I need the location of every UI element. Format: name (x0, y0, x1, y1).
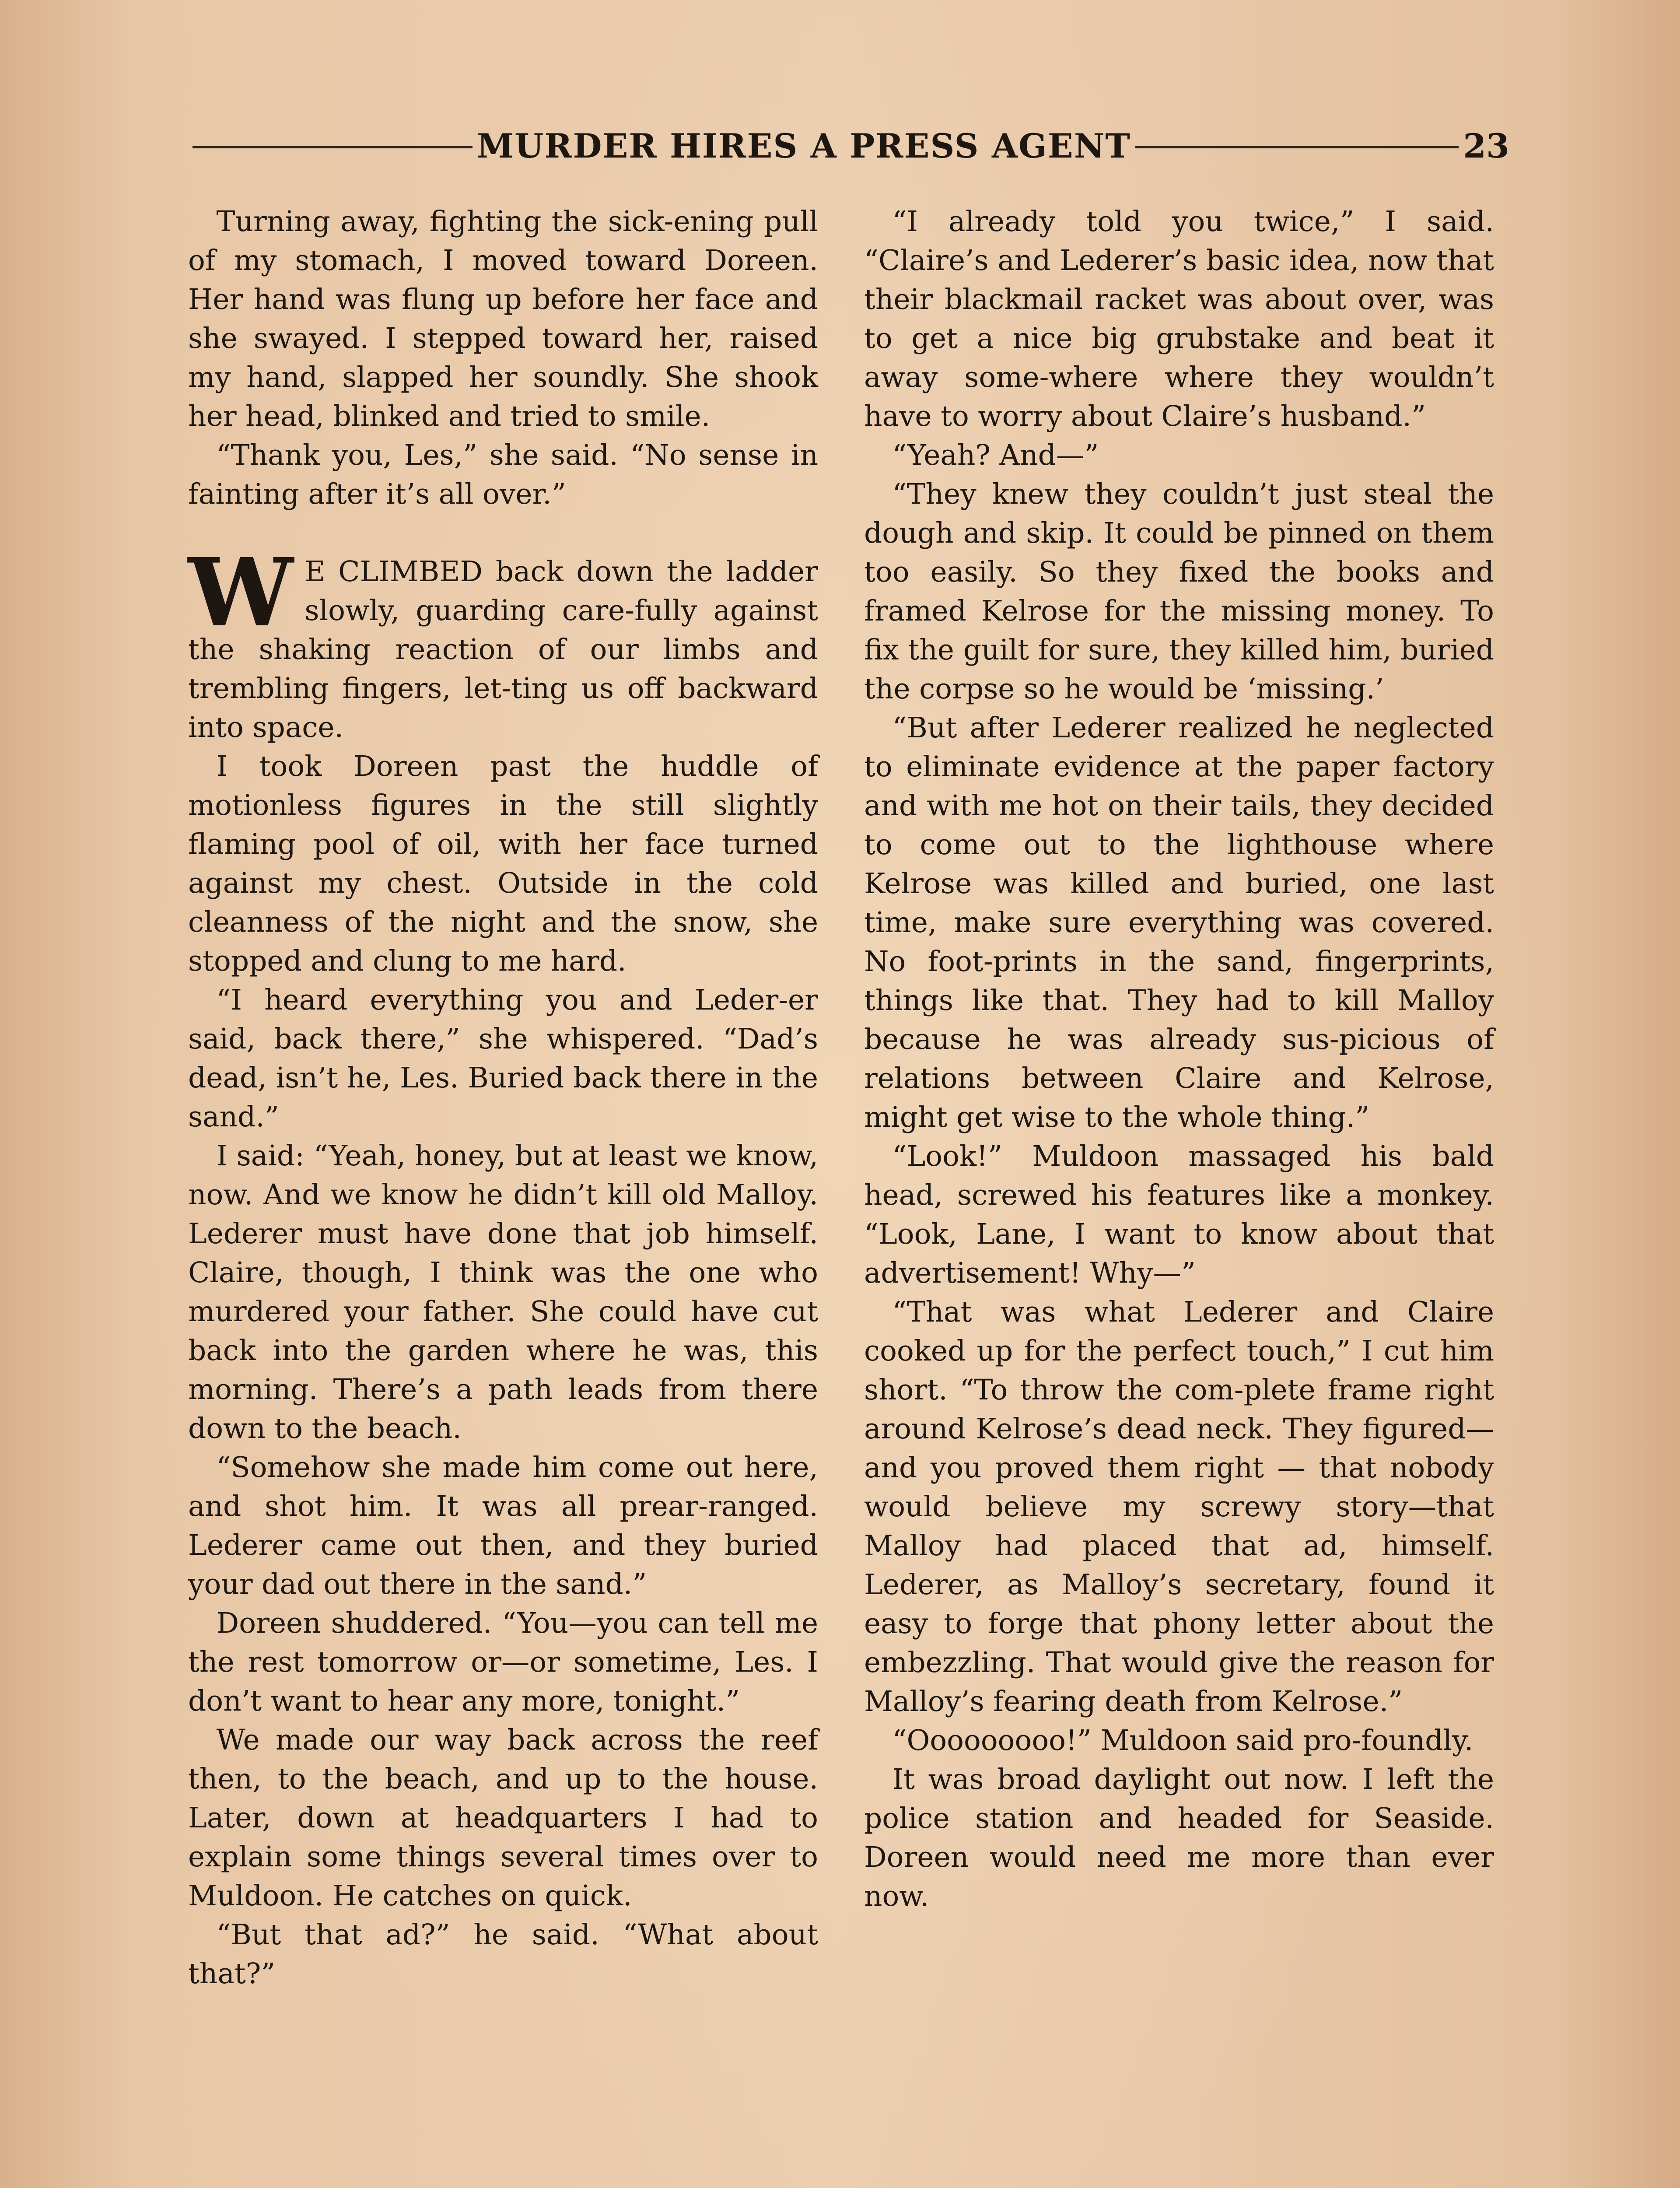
paragraph: “Ooooooooo!” Muldoon said pro-foundly. (892, 1724, 1474, 1757)
paragraph: It was broad daylight out now. I left the police station and headed for Seaside. Doreen would need me more than ever now. (864, 1763, 1494, 1913)
paragraph: Doreen shuddered. “You—you can tell me the rest tomorrow or—or sometime, Les. I don’t want to hear any more, tonight.” (188, 1607, 818, 1718)
paragraph: “But that ad?” he said. “What about that?” (188, 1918, 818, 1990)
paragraph: “They knew they couldn’t just steal the dough and skip. It could be pinned on them too easily. So they fixed the books and framed Kelrose for the missing money. To fix the guilt for sure, they killed him, buried the corpse so he would be ‘missing.’ (864, 478, 1494, 705)
paragraph: “Thank you, Les,” she said. “No sense in fainting after it’s all over.” (188, 439, 818, 511)
section-opening-paragraph (188, 538, 818, 747)
page-number: 23 (1463, 126, 1509, 165)
paragraph: “That was what Lederer and Claire cooked up for the perfect touch,” I cut him short. “To throw the com-plete frame right around Kelrose’s dead neck. They figured—and you proved them right — that nobody would believe my screwy story—that Malloy had placed that ad, himself. Lederer, as Malloy’s secretary, found it easy to forge that phony letter about the embezzling. That would give the reason for Malloy’s fearing death from Kelrose.” (864, 1296, 1494, 1718)
paragraph-text: E CLIMBED back down the ladder slowly, guarding care-fully against the shaking reaction of our limbs and trembling fingers, let-ting us off backward into space. (188, 555, 818, 744)
paragraph: “Look!” Muldoon massaged his bald head, screwed his features like a monkey. “Look, Lane, I want to know about that advertisement! Why—” (864, 1140, 1494, 1290)
header-rule-left (192, 146, 472, 148)
left-column (188, 202, 818, 1993)
drop-cap: W (188, 538, 294, 648)
right-column (864, 202, 1494, 1916)
paragraph: We made our way back across the reef then, to the beach, and up to the house. Later, down at headquarters I had to explain some things several times over to Muldoon. He catches on quick. (188, 1724, 818, 1912)
paragraph: “I already told you twice,” I said. “Claire’s and Lederer’s basic idea, now that their blackmail racket was about over, was to get a nice big grubstake and beat it away some-where where they wouldn’t have to worry about Claire’s husband.” (864, 205, 1494, 433)
paragraph: “Somehow she made him come out here, and shot him. It was all prear-ranged. Lederer came out then, and they buried your dad out there in the sand.” (188, 1451, 818, 1601)
running-header (192, 122, 1509, 170)
paragraph: I said: “Yeah, honey, but at least we know, now. And we know he didn’t kill old Malloy. Lederer must have done that job himself. Claire, though, I think was the one who murdered your father. She could have cut back into the garden where he was, this morning. There’s a path leads from there down to the beach. (188, 1140, 818, 1445)
header-rule-right (1135, 146, 1459, 148)
paragraph: “But after Lederer realized he neglected to eliminate evidence at the paper factory and with me hot on their tails, they decided to come out to the lighthouse where Kelrose was killed and buried, one last time, make sure everything was covered. No foot-prints in the sand, fingerprints, things like that. They had to kill Malloy because he was already sus-picious of relations between Claire and Kelrose, might get wise to the whole thing.” (864, 712, 1494, 1134)
story-title: MURDER HIRES A PRESS AGENT (477, 126, 1131, 165)
paragraph: “Yeah? And—” (892, 439, 1099, 472)
paragraph: I took Doreen past the huddle of motionless figures in the still slightly flaming pool of oil, with her face turned against my chest. Outside in the cold cleanness of the night and the snow, she stopped and clung to me hard. (188, 750, 818, 978)
paragraph: Turning away, fighting the sick-ening pull of my stomach, I moved toward Doreen. Her hand was flung up before her face and she swayed. I stepped toward her, raised my hand, slapped her soundly. She shook her head, blinked and tried to smile. (188, 205, 818, 433)
paragraph: “I heard everything you and Leder-er said, back there,” she whispered. “Dad’s dead, isn’t he, Les. Buried back there in the sand.” (188, 984, 818, 1133)
